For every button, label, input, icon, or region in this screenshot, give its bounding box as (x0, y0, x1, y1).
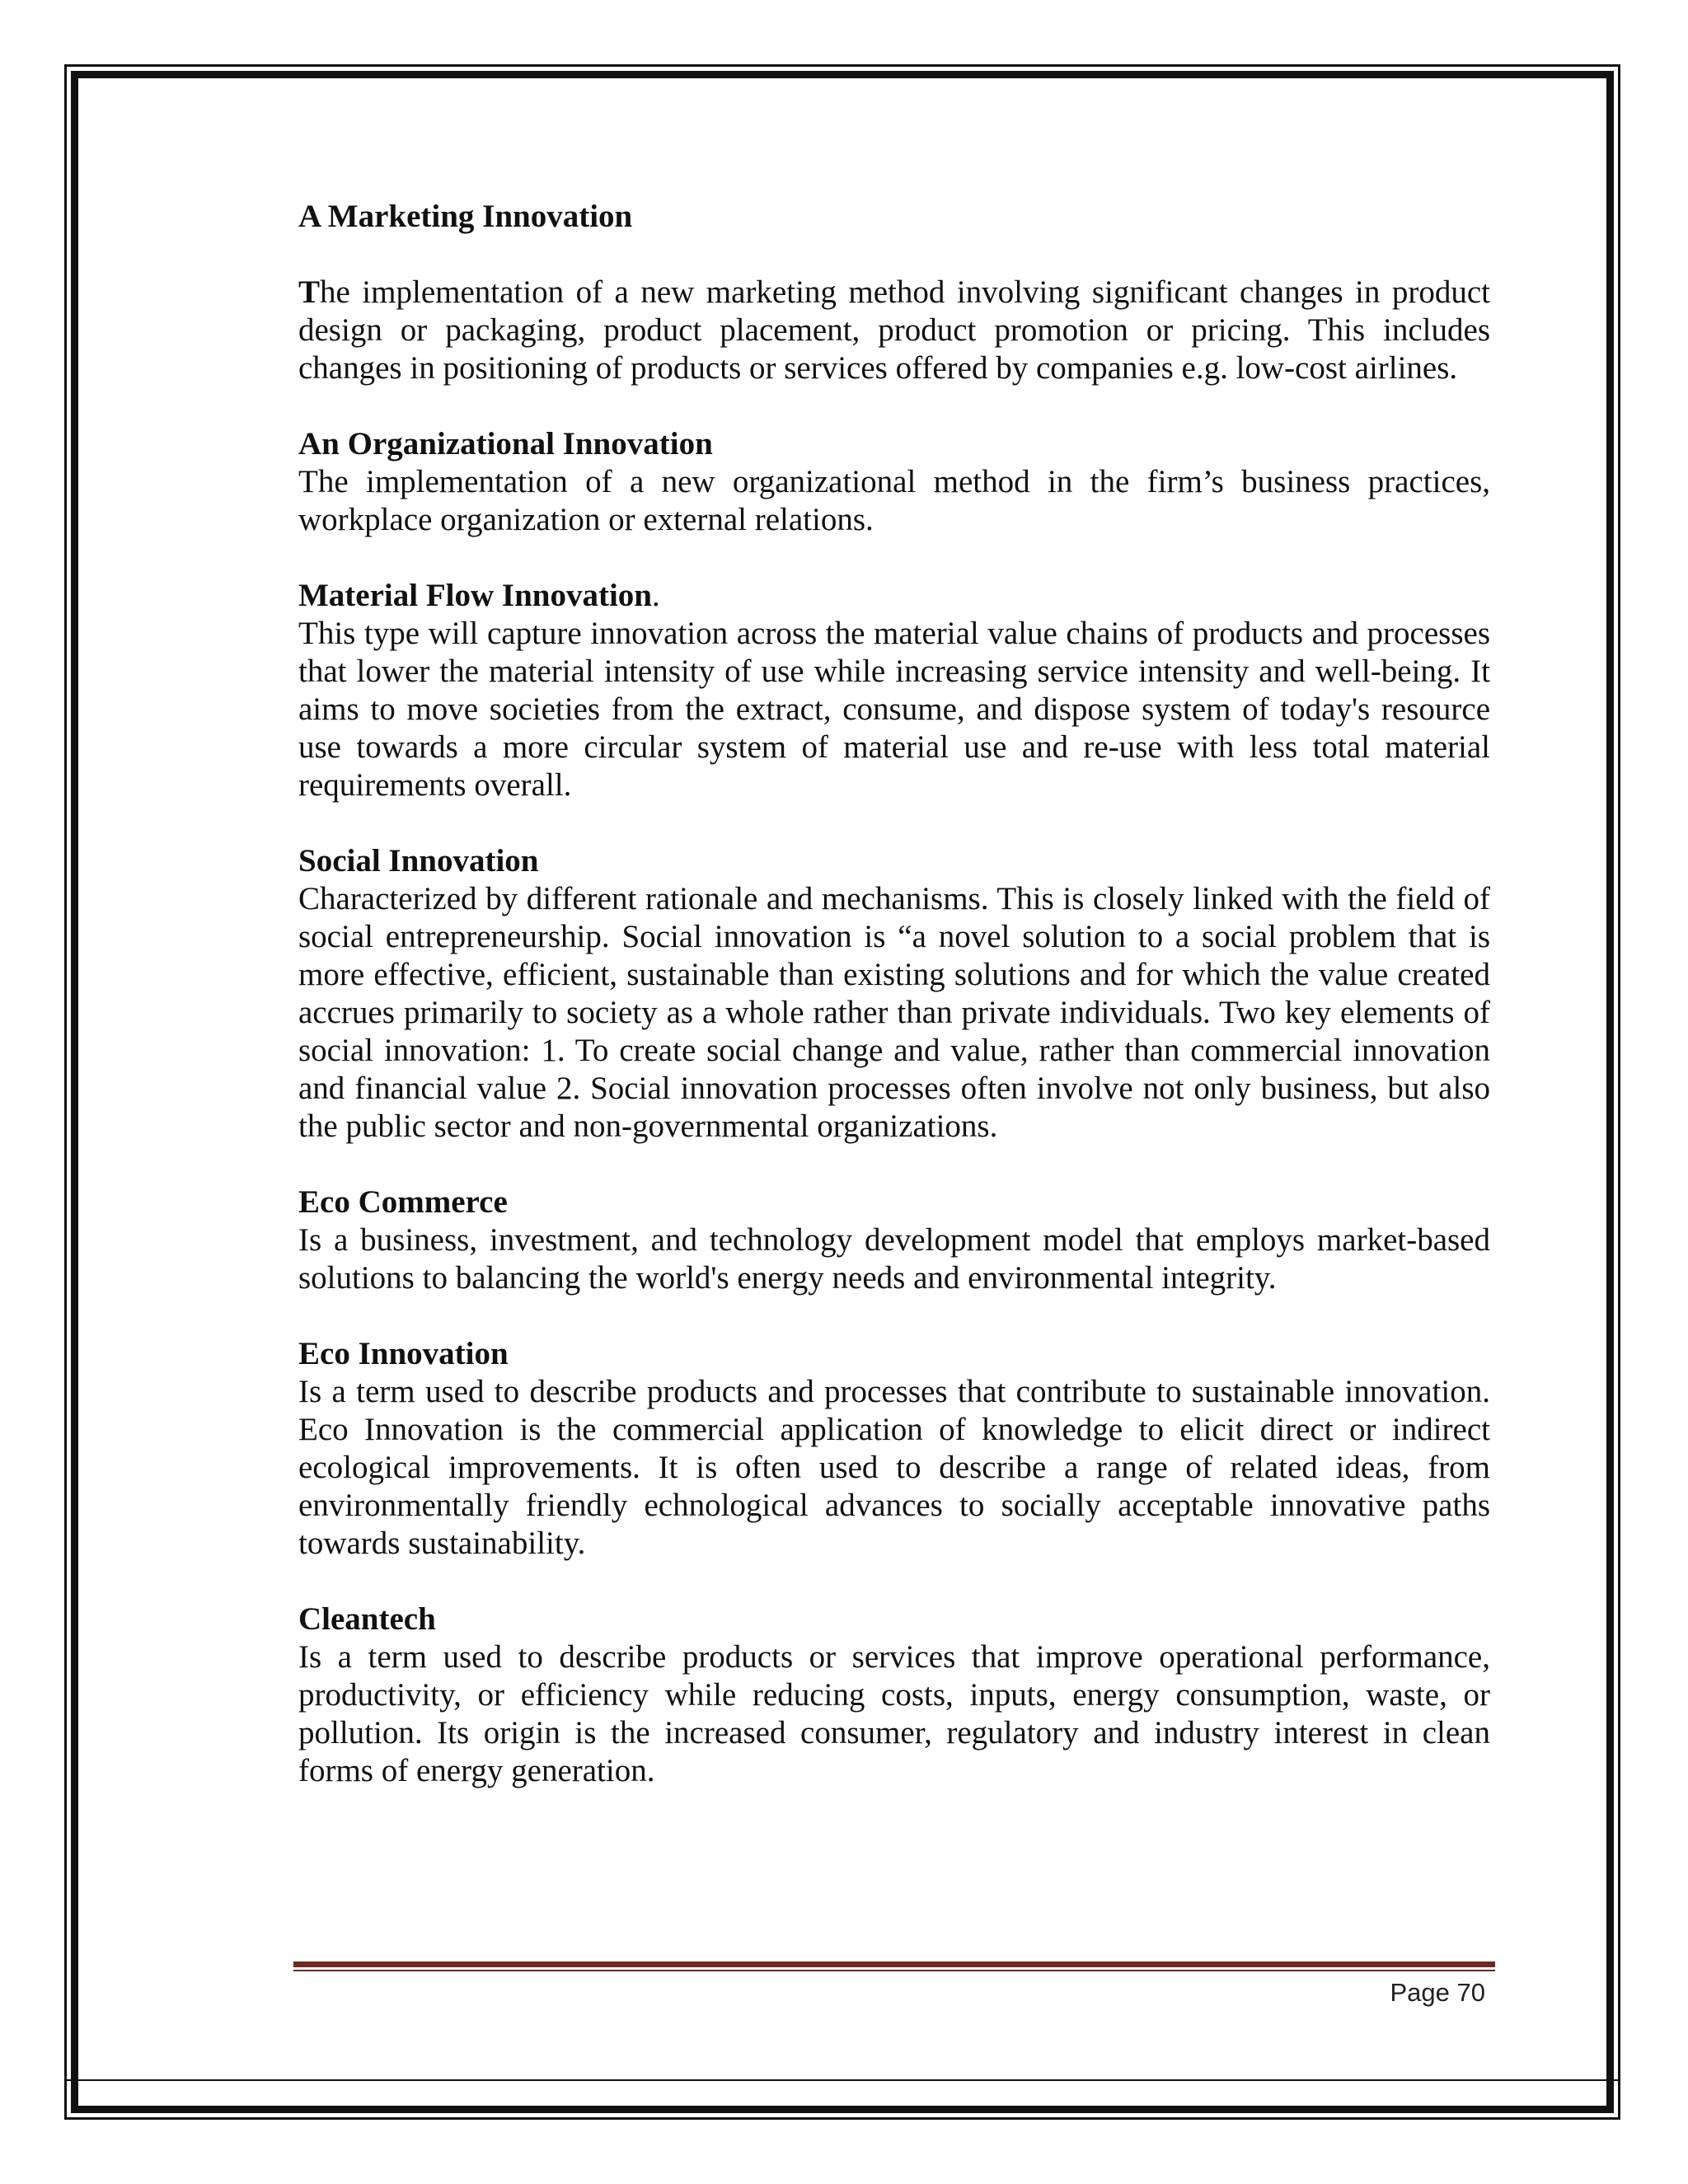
section-body: Is a term used to describe products and processes that contribute to sustainable innovation. Eco Innovation is the commercial application of knowledge to elicit direct or indirect ecological improvements. It is often used to describe a range of related ideas, from environmentally friendly echnological advances to socially acceptable innovative paths towards sustainability. (298, 1374, 1490, 1561)
footer-divider-thin (293, 1970, 1495, 1971)
section-heading: Eco Innovation (298, 1336, 509, 1371)
section-body: Is a business, investment, and technology development model that employs market-based solutions to balancing the world's energy needs and environmental integrity. (298, 1222, 1490, 1296)
footer-divider (293, 1961, 1495, 1967)
section-material-flow-innovation (298, 577, 1490, 804)
section-heading: An Organizational Innovation (298, 426, 713, 462)
section-eco-innovation (298, 1335, 1490, 1563)
section-heading (298, 577, 1490, 615)
section-heading: Social Innovation (298, 843, 539, 879)
section-heading: Eco Commerce (298, 1184, 508, 1220)
section-body: Is a term used to describe products or services that improve operational performance, productivity, or efficiency while reducing costs, inputs, energy consumption, waste, or pollution. Its origin is the increased consumer, regulatory and industry interest in clean forms of energy generation. (298, 1639, 1490, 1788)
section-body-text: he implementation of a new marketing method involving significant changes in product design or packaging, product placement, product promotion or pricing. This includes changes in positioning of products or services offered by companies e.g. low-cost airlines. (298, 274, 1490, 386)
section-eco-commerce (298, 1183, 1490, 1297)
section-heading-suffix: . (651, 578, 660, 613)
section-body: The implementation of a new organizational method in the firm’s business practices, workplace organization or external relations. (298, 464, 1490, 537)
section-organizational-innovation (298, 425, 1490, 539)
section-marketing-innovation (298, 198, 1490, 387)
page-number: Page 70 (1390, 1978, 1485, 2007)
section-body: Characterized by different rationale and mechanisms. This is closely linked with the field of social entrepreneurship. Social innovation is “a novel solution to a social problem that is more effective, efficient, sustainable than existing solutions and for which the value created accrues primarily to society as a whole rather than private individuals. Two key elements of social innovation: 1. To create social change and value, rather than commercial innovation and financial value 2. Social innovation processes often involve not only business, but also the public sector and non-governmental organizations. (298, 881, 1490, 1144)
section-social-innovation (298, 842, 1490, 1146)
drop-letter: T (298, 274, 321, 310)
section-heading-text: Material Flow Innovation (298, 578, 652, 613)
section-cleantech (298, 1601, 1490, 1790)
document-body (298, 198, 1490, 1828)
page-border-bottom-rule (64, 2079, 1620, 2081)
section-heading: A Marketing Innovation (298, 199, 633, 234)
section-body (298, 274, 1490, 387)
section-heading: Cleantech (298, 1601, 436, 1637)
section-body: This type will capture innovation across the material value chains of products and processes that lower the material intensity of use while increasing service intensity and well-being. It aims to move societies from the extract, consume, and dispose system of today's resource use towards a more circular system of material use and re-use with less total material requirements overall. (298, 616, 1490, 803)
